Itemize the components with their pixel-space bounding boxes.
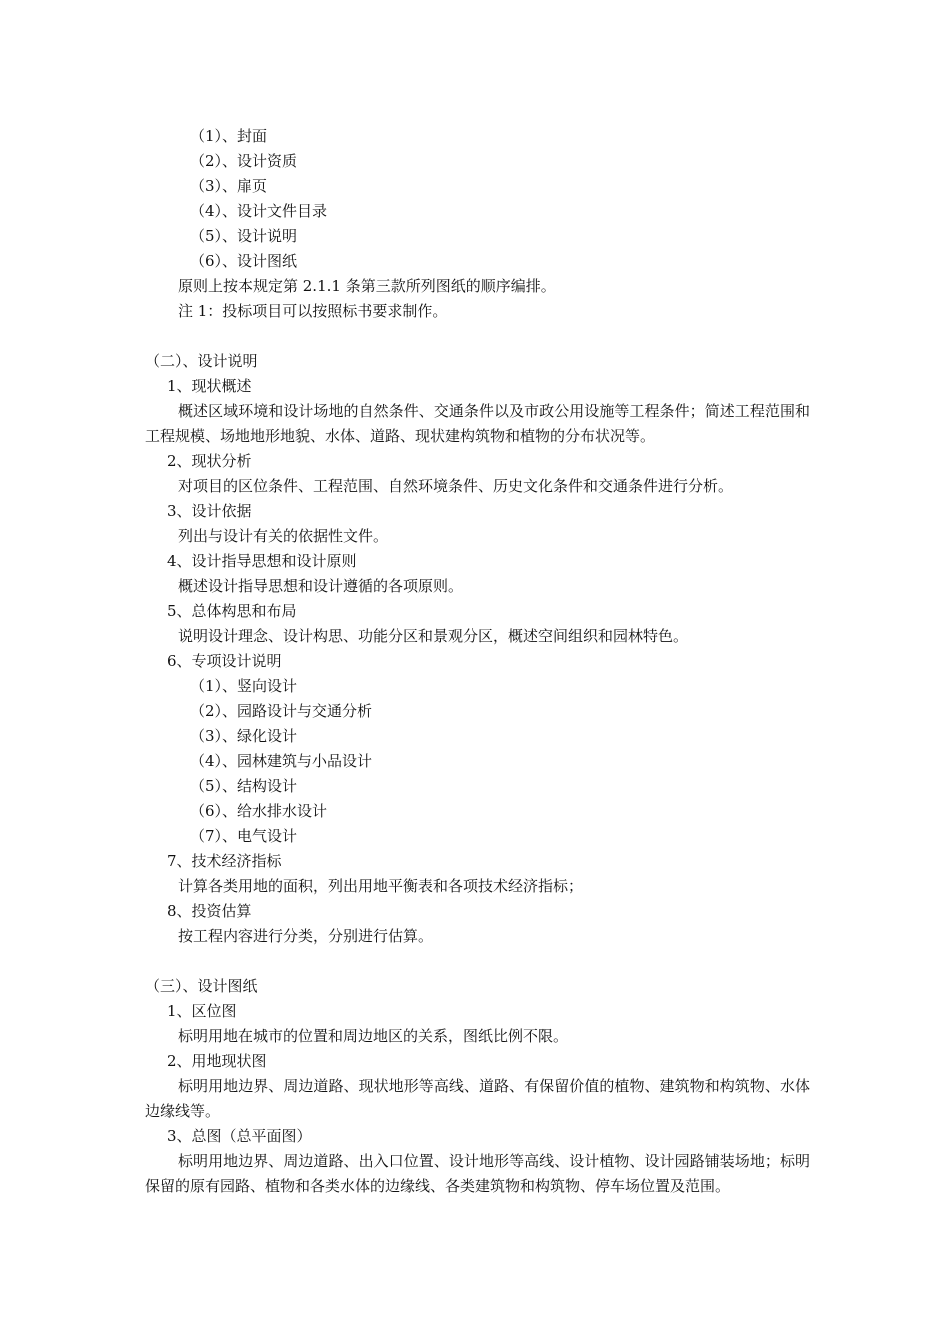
spacer — [145, 949, 810, 974]
item-title: 6、专项设计说明 — [167, 652, 282, 670]
section-heading-drawings: （三）、设计图纸 — [145, 977, 258, 995]
section-heading-design-notes: （二）、设计说明 — [145, 352, 258, 370]
item-title: 2、用地现状图 — [167, 1052, 267, 1070]
toc-item-cover: （1）、封面 — [190, 127, 268, 145]
item-title: 5、总体构思和布局 — [167, 602, 297, 620]
item-text: 标明用地边界、周边道路、现状地形等高线、道路、有保留价值的植物、建筑物和构筑物、水体边缘线等。 — [145, 1077, 810, 1120]
note-1: 注 1：投标项目可以按照标书要求制作。 — [178, 302, 448, 320]
sub-item: （3）、绿化设计 — [190, 727, 298, 745]
toc-item-file-index: （4）、设计文件目录 — [190, 202, 328, 220]
toc-item-qualification: （2）、设计资质 — [190, 152, 298, 170]
item-title: 1、区位图 — [167, 1002, 237, 1020]
document-page — [145, 124, 810, 1199]
item-title: 3、总图（总平面图） — [167, 1127, 312, 1145]
order-note: 原则上按本规定第 2.1.1 条第三款所列图纸的顺序编排。 — [178, 277, 556, 295]
item-text: 按工程内容进行分类，分别进行估算。 — [178, 927, 434, 945]
item-text: 说明设计理念、设计构思、功能分区和景观分区，概述空间组织和园林特色。 — [178, 627, 689, 645]
item-text: 计算各类用地的面积，列出用地平衡表和各项技术经济指标； — [178, 877, 584, 895]
sub-item: （4）、园林建筑与小品设计 — [190, 752, 373, 770]
item-title: 4、设计指导思想和设计原则 — [167, 552, 357, 570]
item-title: 3、设计依据 — [167, 502, 252, 520]
item-title: 8、投资估算 — [167, 902, 252, 920]
item-text: 对项目的区位条件、工程范围、自然环境条件、历史文化条件和交通条件进行分析。 — [178, 477, 734, 495]
toc-item-design-notes: （5）、设计说明 — [190, 227, 298, 245]
sub-item: （1）、竖向设计 — [190, 677, 298, 695]
toc-item-title-page: （3）、扉页 — [190, 177, 268, 195]
toc-item-drawings: （6）、设计图纸 — [190, 252, 298, 270]
item-text: 概述设计指导思想和设计遵循的各项原则。 — [178, 577, 464, 595]
item-title: 2、现状分析 — [167, 452, 252, 470]
sub-item: （7）、电气设计 — [190, 827, 298, 845]
sub-item: （2）、园路设计与交通分析 — [190, 702, 373, 720]
spacer — [145, 324, 810, 349]
item-title: 7、技术经济指标 — [167, 852, 282, 870]
item-text: 标明用地在城市的位置和周边地区的关系，图纸比例不限。 — [178, 1027, 569, 1045]
sub-item: （5）、结构设计 — [190, 777, 298, 795]
sub-item: （6）、给水排水设计 — [190, 802, 328, 820]
item-title: 1、现状概述 — [167, 377, 252, 395]
item-text: 概述区域环境和设计场地的自然条件、交通条件以及市政公用设施等工程条件；简述工程范围和工程规模、场地地形地貌、水体、道路、现状建构筑物和植物的分布状况等。 — [145, 402, 810, 445]
item-text: 列出与设计有关的依据性文件。 — [178, 527, 389, 545]
item-text: 标明用地边界、周边道路、出入口位置、设计地形等高线、设计植物、设计园路铺装场地；标明保留的原有园路、植物和各类水体的边缘线、各类建筑物和构筑物、停车场位置及范围。 — [145, 1152, 810, 1195]
